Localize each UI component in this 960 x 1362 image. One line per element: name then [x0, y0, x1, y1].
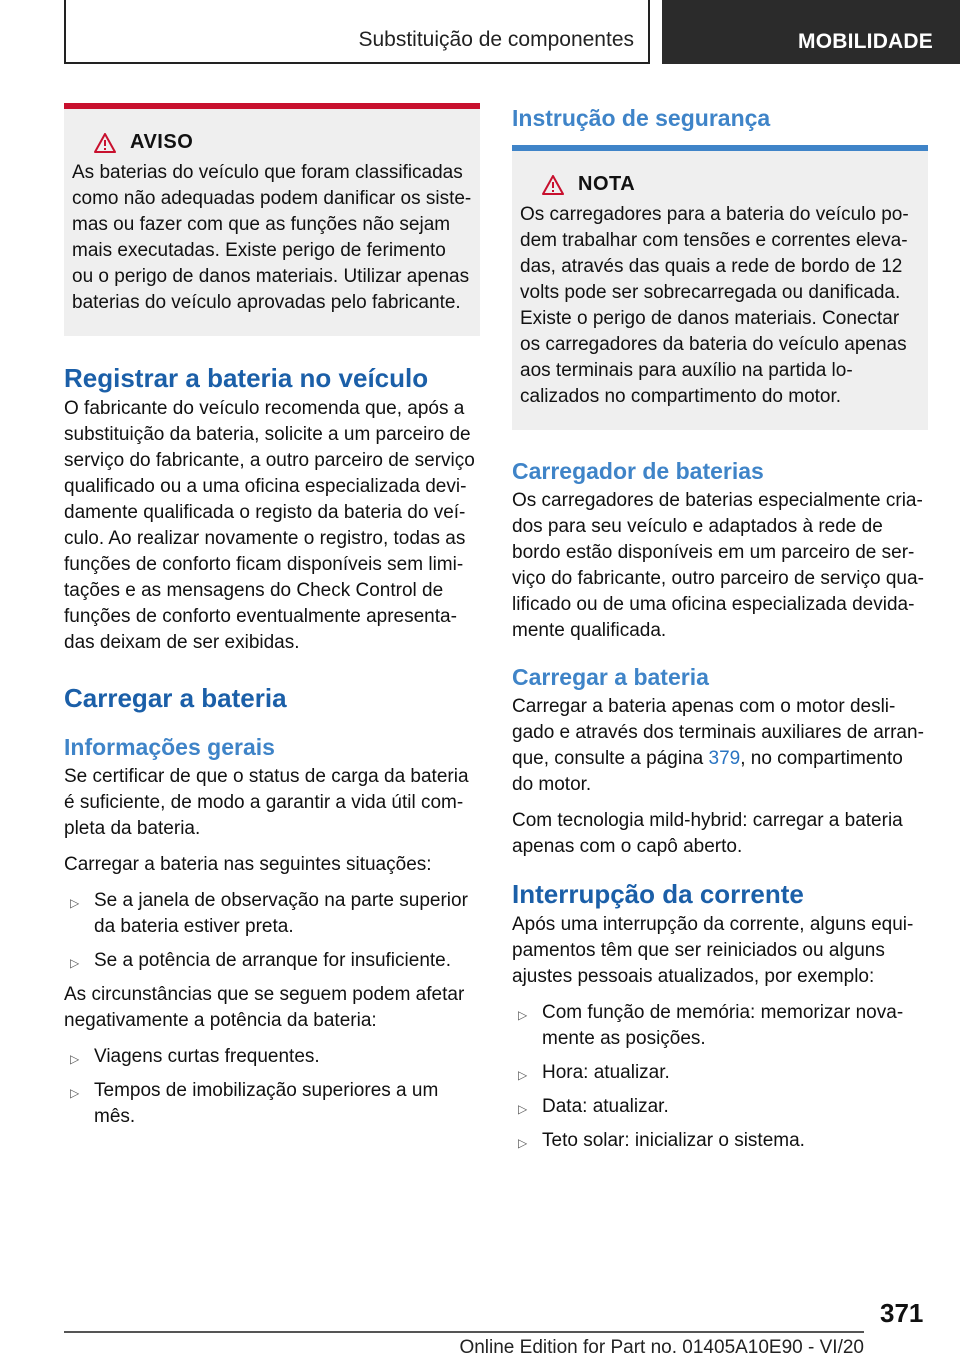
- register-battery-text: O fabricante do veículo recomenda que, após a substituição da bateria, solicite a um parceiro de serviço do fabricante, a outro parceiro de serviço qualificado ou a uma oficina especializada devidamente qualificada o registo da bateria do veículo. Ao realizar novamente o registro, todas as funções de conforto ficam disponíveis sem limitações e as mensagens do Check Control de funções de conforto eventualmente apresentadas deixam de ser exibidas.: [64, 398, 475, 653]
- charge-situations-list: [64, 888, 480, 974]
- note-text: Os carregadores para a bateria do veículo podem trabalhar com tensões e correntes elevadas, através das quais a rede de bordo de 12 volts pode ser sobrecarregada ou danificada. Existe o perigo de danos materiais. Conectar os carregadores da bateria do veículo apenas aos terminais para auxílio na partida localizados no compartimento do motor.: [520, 204, 909, 407]
- warning-box: [64, 103, 480, 336]
- page-number: 371: [880, 1298, 924, 1328]
- chapter-title: Substituição de componentes: [358, 28, 634, 51]
- list-item: ▷ Hora: atualizar.: [512, 1060, 928, 1086]
- note-title-row: [520, 173, 920, 196]
- warning-triangle-icon: [542, 175, 564, 195]
- power-interruption-text: Após uma interrupção da corrente, alguns equipamentos têm que ser reiniciados ou alguns ajustes pessoais atualizados, por exemplo:: [512, 914, 914, 987]
- register-battery-heading: Registrar a bateria no veículo: [64, 363, 429, 393]
- list-item: ▷ Com função de memória: memorizar novamente as posições.: [518, 1002, 904, 1049]
- page-reference-link[interactable]: 379: [708, 748, 741, 769]
- section-title: MOBILIDADE: [798, 30, 933, 53]
- triangle-bullet-icon: ▷: [70, 1052, 80, 1066]
- chapter-header: [64, 0, 650, 64]
- section-tab: [662, 0, 960, 64]
- triangle-bullet-icon: ▷: [518, 1102, 528, 1116]
- list-item: ▷ Se a janela de observação na parte superior da bateria estiver preta.: [70, 890, 468, 937]
- list-item: ▷ Teto solar: inicializar o sistema.: [512, 1128, 928, 1154]
- triangle-bullet-icon: ▷: [518, 1008, 528, 1022]
- triangle-bullet-icon: ▷: [70, 956, 80, 970]
- list-item: ▷ Se a potência de arranque for insuficiente.: [64, 948, 480, 974]
- triangle-bullet-icon: ▷: [70, 1086, 80, 1100]
- power-interruption-heading: Interrupção da corrente: [512, 879, 804, 909]
- list-item: ▷ Data: atualizar.: [512, 1094, 928, 1120]
- charge-info-text: Se certificar de que o status de carga da bateria é suficiente, de modo a garantir a vida útil completa da bateria.: [64, 766, 469, 839]
- list-item: ▷ Tempos de imobilização superiores a um mês.: [70, 1080, 439, 1127]
- triangle-bullet-icon: ▷: [518, 1136, 528, 1150]
- warning-title: AVISO: [130, 131, 194, 153]
- circumstances-list: [64, 1044, 480, 1130]
- general-info-heading: Informações gerais: [64, 734, 275, 760]
- warning-title-row: [72, 131, 472, 154]
- note-title: NOTA: [578, 173, 636, 195]
- warning-triangle-icon: [94, 133, 116, 153]
- charge-situations-intro: Carregar a bateria nas seguintes situações:: [64, 854, 432, 875]
- right-column: [512, 103, 928, 1162]
- charging-text: Carregar a bateria apenas com o motor desligado e através dos terminais auxiliares de arranque, consulte a página 379, no compartimento do motor.: [512, 696, 924, 795]
- charge-battery-heading: Carregar a bateria: [64, 683, 287, 713]
- power-interruption-list: [512, 1000, 928, 1154]
- circumstances-intro: As circunstâncias que se seguem podem afetar negativamente a potência da bateria:: [64, 984, 465, 1031]
- triangle-bullet-icon: ▷: [70, 896, 80, 910]
- chargers-text: Os carregadores de baterias especialmente criados para seu veículo e adaptados à rede de bordo estão disponíveis em um parceiro de serviço do fabricante, outro parceiro de serviço qualificado ou de uma oficina especializada devidamente qualificada.: [512, 490, 924, 641]
- chargers-heading: Carregador de baterias: [512, 458, 764, 484]
- note-box: [512, 151, 928, 430]
- edition-footer: Online Edition for Part no. 01405A10E90 - VI/20: [459, 1337, 864, 1358]
- footer-divider: [64, 1331, 864, 1333]
- triangle-bullet-icon: ▷: [518, 1068, 528, 1082]
- list-item: ▷ Viagens curtas frequentes.: [64, 1044, 480, 1070]
- charging-heading: Carregar a bateria: [512, 664, 709, 690]
- left-column: [64, 103, 480, 1138]
- safety-heading: Instrução de segurança: [512, 105, 771, 131]
- warning-text: As baterias do veículo que foram classificadas como não adequadas podem danificar os sistemas ou fazer com que as funções não sejam mais executadas. Existe perigo de ferimento ou o perigo de danos materiais. Utilizar apenas baterias do veículo aprovadas pelo fabricante.: [72, 162, 472, 313]
- mild-hybrid-text: Com tecnologia mild-hybrid: carregar a bateria apenas com o capô aberto.: [512, 810, 903, 857]
